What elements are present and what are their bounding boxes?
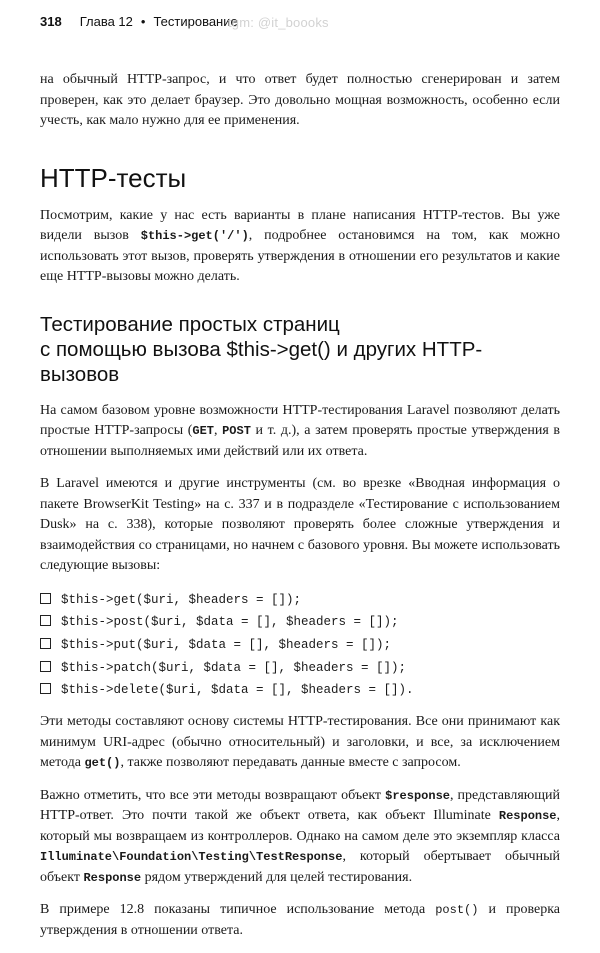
- watermark: tgm: @it_boooks: [228, 15, 329, 30]
- checkbox-bullet-icon: [40, 615, 51, 626]
- http-calls-list: [40, 589, 560, 703]
- inline-code: POST: [222, 424, 251, 438]
- header-bullet: •: [140, 14, 146, 29]
- paragraph-intro: Посмотрим, какие у нас есть варианты в плане написания HTTP-тестов. Вы уже видели вызов $this->get('/'), подробнее остановимся на том, как можно использовать этот вызов, проверять утверждения в отношении его результатов и какие еще HTTP-вызовы можно делать.: [40, 207, 560, 284]
- page-number: 318: [40, 14, 62, 29]
- inline-code: Illuminate\Foundation\Testing\TestResponse: [40, 850, 343, 865]
- paragraph-example: В примере 12.8 показаны типичное использование метода post() и проверка утверждения в отношении ответа.: [40, 902, 561, 938]
- checkbox-bullet-icon: [40, 661, 51, 672]
- checkbox-bullet-icon: [40, 593, 51, 604]
- list-item: $this->put($uri, $data = [], $headers = []);: [40, 634, 560, 657]
- chapter-label: Глава 12: [79, 14, 133, 29]
- list-item: $this->post($uri, $data = [], $headers = []);: [40, 611, 560, 634]
- inline-code: post(): [435, 903, 479, 918]
- inline-code: Response: [83, 870, 142, 885]
- inline-code: GET: [192, 424, 214, 438]
- section-heading: HTTP-тесты: [40, 162, 187, 193]
- list-item: $this->get($uri, $headers = []);: [40, 589, 560, 612]
- inline-code: $this->get('/'): [140, 229, 249, 243]
- paragraph-response: Важно отметить, что все эти методы возвращают объект $response, представляющий HTTP-ответ. Это почти такой же объект ответа, как объект Illuminate Response, который мы возвращаем из контроллеров. Однако на самом деле это экземпляр класса Illuminate\Foundation\Testing\TestResponse, который обертывает обычный объект Response рядом утверждений для целей тестирования.: [40, 787, 560, 885]
- paragraph-methods: Эти методы составляют основу системы HTTP-тестирования. Все они принимают как минимум URI-адрес (обычно относительный) и заголовки, и все, за исключением метода get(), также позволяют передавать данные вместе с запросом.: [40, 714, 560, 771]
- paragraph-basic: На самом базовом уровне возможности HTTP-тестирования Laravel позволяют делать простые HTTP-запросы (GET, POST и т. д.), а затем проверять простые утверждения в отношении выполняемых ими действий или их ответа.: [40, 402, 560, 459]
- checkbox-bullet-icon: [40, 638, 51, 649]
- list-item: $this->patch($uri, $data = [], $headers = []);: [40, 657, 560, 680]
- list-item: $this->delete($uri, $data = [], $headers = []).: [40, 679, 560, 702]
- checkbox-bullet-icon: [40, 683, 51, 694]
- inline-code: get(): [84, 756, 121, 771]
- inline-code: Response: [498, 809, 557, 824]
- section-label: Тестирование: [153, 14, 238, 29]
- paragraph-continuation: на обычный HTTP-запрос, и что ответ будет полностью сгенерирован и затем проверен, как это делает браузер. Это довольно мощная возможность, особенно если учесть, как мало нужно для ее применения.: [40, 72, 560, 128]
- subsection-heading: Тестирование простых страниц с помощью вызова $this->get() и других HTTP-вызовов: [40, 312, 483, 386]
- paragraph-tools: В Laravel имеются и другие инструменты (см. во врезке «Вводная информация о пакете BrowserKit Testing» на с. 337 и в подразделе «Тестирование с использованием Dusk» на с. 338), которые позволяют проверять более сложные утверждения и взаимодействия со страницами, но начнем с базового уровня. Вы можете использовать следующие вызовы:: [40, 476, 560, 573]
- page-body: [40, 70, 560, 953]
- inline-code: $response: [385, 788, 450, 803]
